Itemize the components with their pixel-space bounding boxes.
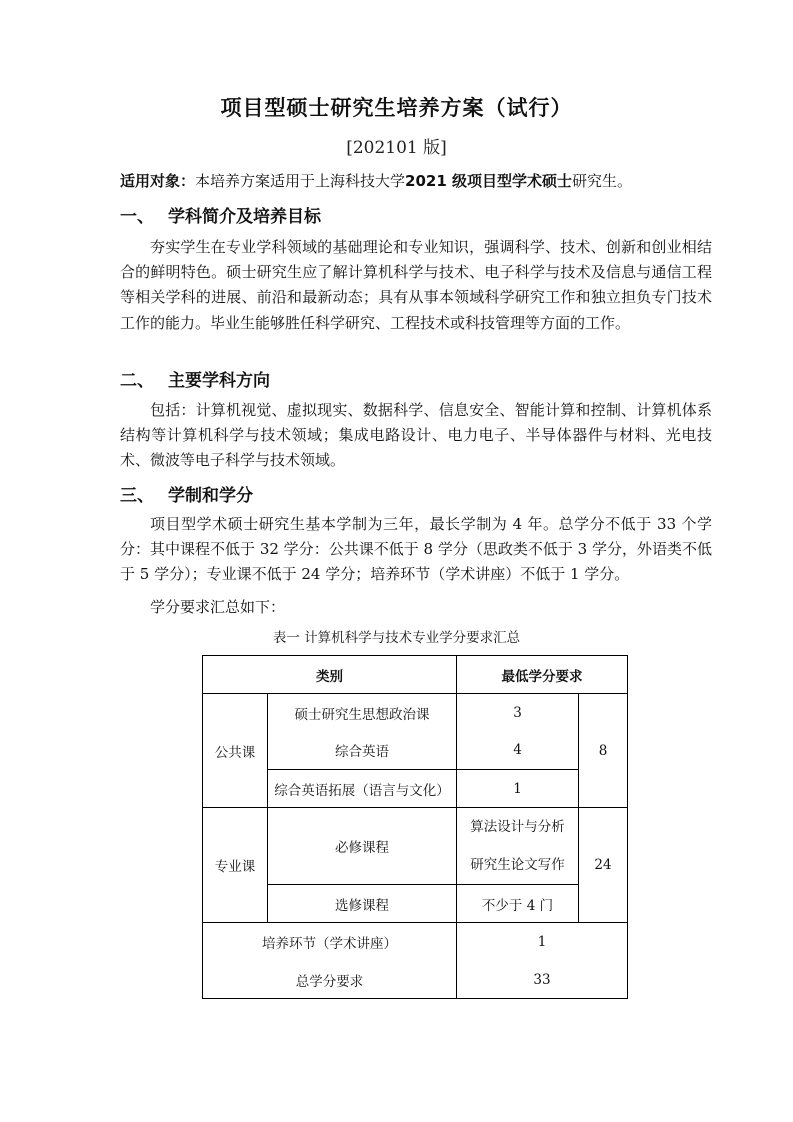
required-course-item: 算法设计与分析 bbox=[470, 819, 565, 835]
section-1-title: 学科简介及培养目标 bbox=[168, 207, 321, 227]
section-2-title: 主要学科方向 bbox=[168, 371, 270, 391]
scope-text-2: 研究生。 bbox=[572, 172, 633, 190]
public-course-credit: 4 bbox=[457, 731, 579, 770]
header-min-credit: 最低学分要求 bbox=[457, 656, 628, 694]
required-course-label: 必修课程 bbox=[268, 808, 457, 885]
table-header-row bbox=[203, 656, 628, 694]
section-2-heading bbox=[120, 366, 270, 391]
table-caption: 表一 计算机科学与技术专业学分要求汇总 bbox=[272, 630, 521, 646]
table-row bbox=[203, 808, 628, 885]
section-1-body: 夯实学生在专业学科领域的基础理论和专业知识，强调科学、技术、创新和创业相结合的鲜明特色。硕士研究生应了解计算机科学与技术、电子科学与技术及信息与通信工程等相关学科的进展、前沿和最新动态；具有从事本领域科学研究工作和独立担负专门技术工作的能力。毕业生能够胜任科学研究、工程技术或科技管理等方面的工作。 bbox=[120, 238, 712, 332]
section-3-body: 项目型学术硕士研究生基本学制为三年，最长学制为 4 年。总学分不低于 33 个学分：其中课程不低于 32 学分：公共课不低于 8 学分（思政类不低于 3 学分，外语类不低于 5 学分）；专业课不低于 24 学分；培养环节（学术讲座）不低于 1 学分。 bbox=[120, 515, 712, 584]
section-1-heading bbox=[120, 202, 321, 227]
credit-summary-intro: 学分要求汇总如下： bbox=[150, 598, 286, 616]
public-course-credit: 1 bbox=[457, 770, 579, 808]
public-course-credit: 3 bbox=[457, 694, 579, 732]
public-course-name: 硕士研究生思想政治课 bbox=[268, 694, 457, 732]
elective-course-value: 不少于 4 门 bbox=[457, 885, 579, 923]
scope-line bbox=[120, 170, 632, 191]
scope-text-1: 本培养方案适用于上海科技大学 bbox=[195, 172, 406, 190]
document-title: 项目型硕士研究生培养方案（试行） bbox=[220, 96, 573, 120]
training-label: 培养环节（学术讲座） bbox=[203, 923, 457, 962]
required-course-list bbox=[457, 808, 579, 885]
scope-bold: 2021 级项目型学术硕士 bbox=[405, 172, 573, 190]
training-value: 1 bbox=[457, 923, 628, 962]
total-credit-label: 总学分要求 bbox=[203, 961, 457, 999]
credit-table bbox=[202, 655, 628, 999]
section-3-heading bbox=[120, 481, 253, 506]
public-course-label: 公共课 bbox=[203, 694, 268, 808]
major-course-label: 专业课 bbox=[203, 808, 268, 923]
section-3-number: 三、 bbox=[120, 486, 154, 506]
section-2-body: 包括：计算机视觉、虚拟现实、数据科学、信息安全、智能计算和控制、计算机体系结构等计算机科学与技术领域；集成电路设计、电力电子、半导体器件与材料、光电技术、微波等电子科学与技术领域。 bbox=[120, 401, 712, 470]
public-course-name: 综合英语 bbox=[268, 731, 457, 770]
section-3-title: 学制和学分 bbox=[168, 486, 253, 506]
elective-course-label: 选修课程 bbox=[268, 885, 457, 923]
required-course-item: 研究生论文写作 bbox=[470, 857, 565, 873]
document-version: [202101 版] bbox=[346, 138, 447, 158]
section-2-number: 二、 bbox=[120, 371, 154, 391]
table-row bbox=[203, 694, 628, 732]
major-course-total: 24 bbox=[579, 808, 628, 923]
section-1-number: 一、 bbox=[120, 207, 154, 227]
public-course-total: 8 bbox=[579, 694, 628, 808]
header-category: 类别 bbox=[203, 656, 457, 694]
table-row bbox=[203, 961, 628, 999]
scope-label: 适用对象： bbox=[120, 172, 196, 190]
table-row bbox=[203, 923, 628, 962]
public-course-name: 综合英语拓展（语言与文化） bbox=[268, 770, 457, 808]
total-credit-value: 33 bbox=[457, 961, 628, 999]
